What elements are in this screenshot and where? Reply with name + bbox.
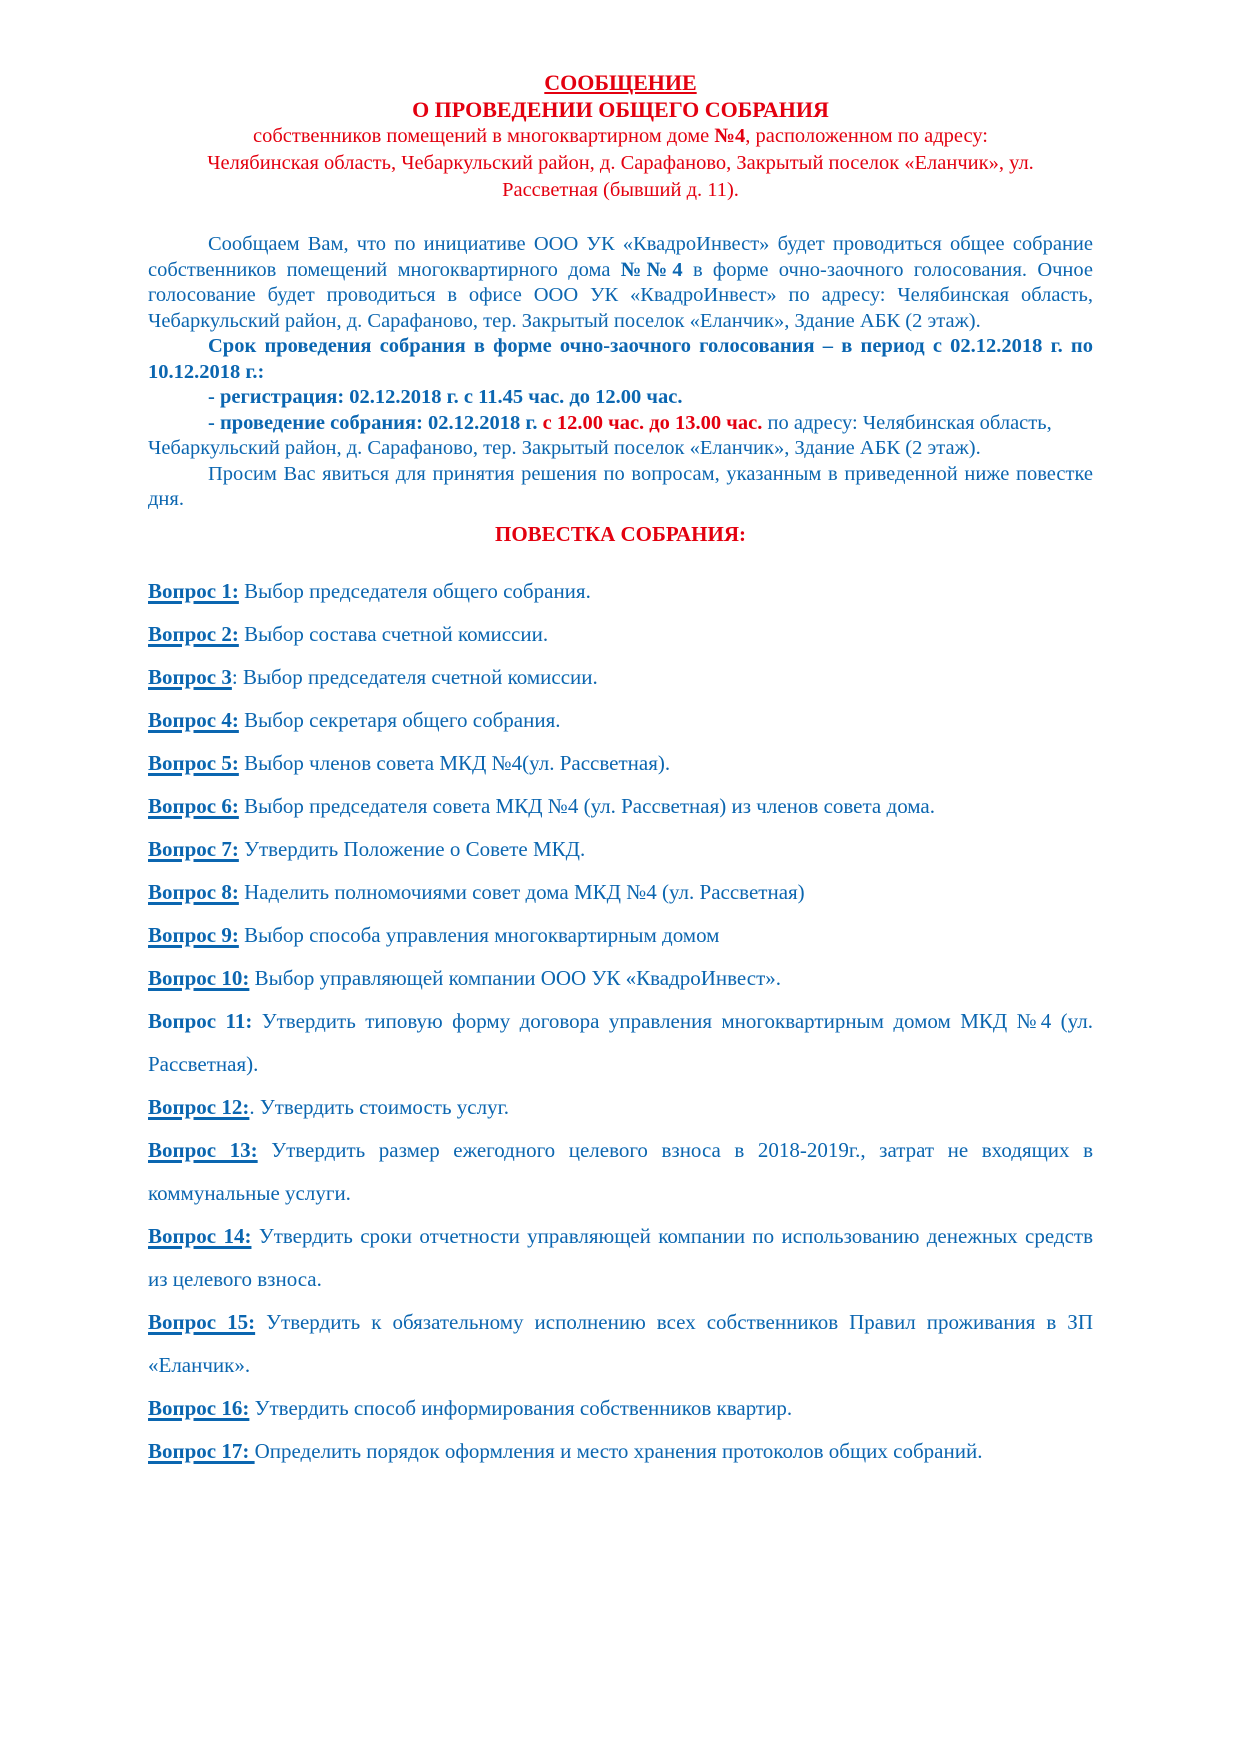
meeting-label: - проведение собрания: 02.12.2018 г. — [208, 411, 543, 434]
agenda-item — [148, 699, 1093, 742]
agenda-item — [148, 613, 1093, 656]
agenda-item-label: Вопрос 6: — [148, 793, 239, 818]
agenda-item — [148, 1215, 1093, 1301]
agenda-item-text: Утвердить к обязательному исполнению всех собственников Правил проживания в ЗП «Еланчик». — [148, 1309, 1093, 1377]
agenda-item-text: Утвердить сроки отчетности управляющей компании по использованию денежных средств из целевого взноса. — [148, 1223, 1093, 1291]
agenda-item-label: Вопрос 4: — [148, 707, 239, 732]
house-number: №№4 — [620, 258, 683, 281]
agenda-item-text: Выбор управляющей компании ООО УК «КвадроИнвест». — [249, 965, 782, 990]
agenda-item-label: Вопрос 16: — [148, 1395, 250, 1420]
agenda-item-label: Вопрос 5: — [148, 750, 239, 775]
header-text: , расположенном по адресу: — [745, 125, 988, 147]
notice-body — [148, 232, 1093, 513]
agenda-item — [148, 1000, 1093, 1086]
agenda-list — [148, 570, 1093, 1473]
agenda-item — [148, 570, 1093, 613]
agenda-item-text: . Утвердить стоимость услуг. — [249, 1094, 510, 1119]
agenda-item-label: Вопрос 2: — [148, 621, 239, 646]
agenda-item-text: Определить порядок оформления и место хранения протоколов общих собраний. — [254, 1438, 983, 1463]
agenda-item-text: Утвердить размер ежегодного целевого взноса в 2018-2019г., затрат не входящих в коммунальные услуги. — [148, 1137, 1093, 1205]
agenda-item-text: Выбор председателя общего собрания. — [238, 578, 591, 603]
agenda-item-text: : Выбор председателя счетной комиссии. — [231, 664, 598, 689]
agenda-item-label: Вопрос 9: — [148, 922, 239, 947]
agenda-item-label: Вопрос 17: — [148, 1438, 255, 1463]
intro-text: Сообщаем Вам, что по инициативе ООО УК «КвадроИнвест» будет проводиться общее собрание собственников помещений многоквартирного дома — [148, 233, 1093, 281]
meeting-address: по адресу: Челябинская область, Чебаркульский район, д. Сарафаново, тер. Закрытый поселок «Еланчик», Здание АБК (2 этаж). — [148, 411, 1052, 459]
header-address-line-1 — [148, 123, 1093, 150]
agenda-item — [148, 656, 1093, 699]
agenda-item-label: Вопрос 14: — [148, 1223, 252, 1248]
meeting-hours: с 12.00 час. до 13.00 час. — [542, 411, 763, 434]
agenda-item-label: Вопрос 1: — [148, 578, 239, 603]
agenda-item — [148, 1129, 1093, 1215]
agenda-item-text: Выбор председателя совета МКД №4 (ул. Рассветная) из членов совета дома. — [238, 793, 936, 818]
header-address-line-3: Рассветная (бывший д. 11). — [502, 179, 739, 201]
agenda-item-text: Выбор секретаря общего собрания. — [238, 707, 561, 732]
agenda-title: ПОВЕСТКА СОБРАНИЯ: — [494, 521, 746, 546]
agenda-item — [148, 1301, 1093, 1387]
agenda-item — [148, 1086, 1093, 1129]
meeting-time — [148, 411, 1093, 462]
agenda-item — [148, 742, 1093, 785]
agenda-item-label: Вопрос 10: — [148, 965, 250, 990]
agenda-item — [148, 871, 1093, 914]
agenda-item — [148, 1387, 1093, 1430]
header-text: собственников помещений в многоквартирном доме — [253, 125, 715, 147]
agenda-item — [148, 828, 1093, 871]
agenda-item — [148, 1430, 1093, 1473]
agenda-item-text: Утвердить Положение о Совете МКД. — [238, 836, 586, 861]
agenda-item-text: Выбор состава счетной комиссии. — [238, 621, 549, 646]
agenda-item — [148, 785, 1093, 828]
document-page — [148, 70, 1093, 1473]
agenda-item-text: Утвердить типовую форму договора управления многоквартирным домом МКД №4 (ул. Рассветная). — [148, 1008, 1093, 1076]
intro-text: в форме очно-заочного голосования. Очное голосование будет проводиться в офисе ООО УК «КвадроИнвест» по адресу: Челябинская область, Чебаркульский район, д. Сарафаново, тер. Закрытый поселок «Еланчик», Здание АБК (2 этаж). — [148, 258, 1094, 332]
document-title: СООБЩЕНИЕ — [544, 70, 697, 95]
agenda-item-label: Вопрос 15: — [148, 1309, 256, 1334]
agenda-item-label: Вопрос 8: — [148, 879, 239, 904]
agenda-item-text: Утвердить способ информирования собственников квартир. — [249, 1395, 793, 1420]
agenda-item-label: Вопрос 3 — [148, 664, 232, 689]
meeting-period: Срок проведения собрания в форме очно-заочного голосования – в период с 02.12.2018 г. по 10.12.2018 г.: — [148, 335, 1093, 383]
document-subtitle: О ПРОВЕДЕНИИ ОБЩЕГО СОБРАНИЯ — [412, 97, 829, 122]
agenda-item — [148, 914, 1093, 957]
registration-time: - регистрация: 02.12.2018 г. с 11.45 час. до 12.00 час. — [208, 386, 683, 408]
agenda-item-label: Вопрос 13: — [148, 1137, 258, 1162]
agenda-item-label: Вопрос 7: — [148, 836, 239, 861]
header-address-line-2: Челябинская область, Чебаркульский район, д. Сарафаново, Закрытый поселок «Еланчик», ул. — [207, 152, 1034, 174]
agenda-item — [148, 957, 1093, 1000]
agenda-item-text: Выбор способа управления многоквартирным домом — [238, 922, 720, 947]
intro-paragraph — [148, 232, 1093, 334]
document-header — [148, 70, 1093, 204]
house-number: №4 — [714, 125, 746, 147]
agenda-item-label: Вопрос 11: — [148, 1008, 253, 1033]
agenda-item-label: Вопрос 12: — [148, 1094, 250, 1119]
agenda-item-text: Наделить полномочиями совет дома МКД №4 (ул. Рассветная) — [238, 879, 805, 904]
request-paragraph: Просим Вас явиться для принятия решения по вопросам, указанным в приведенной ниже повестке дня. — [148, 462, 1093, 510]
agenda-item-text: Выбор членов совета МКД №4(ул. Рассветная). — [238, 750, 671, 775]
